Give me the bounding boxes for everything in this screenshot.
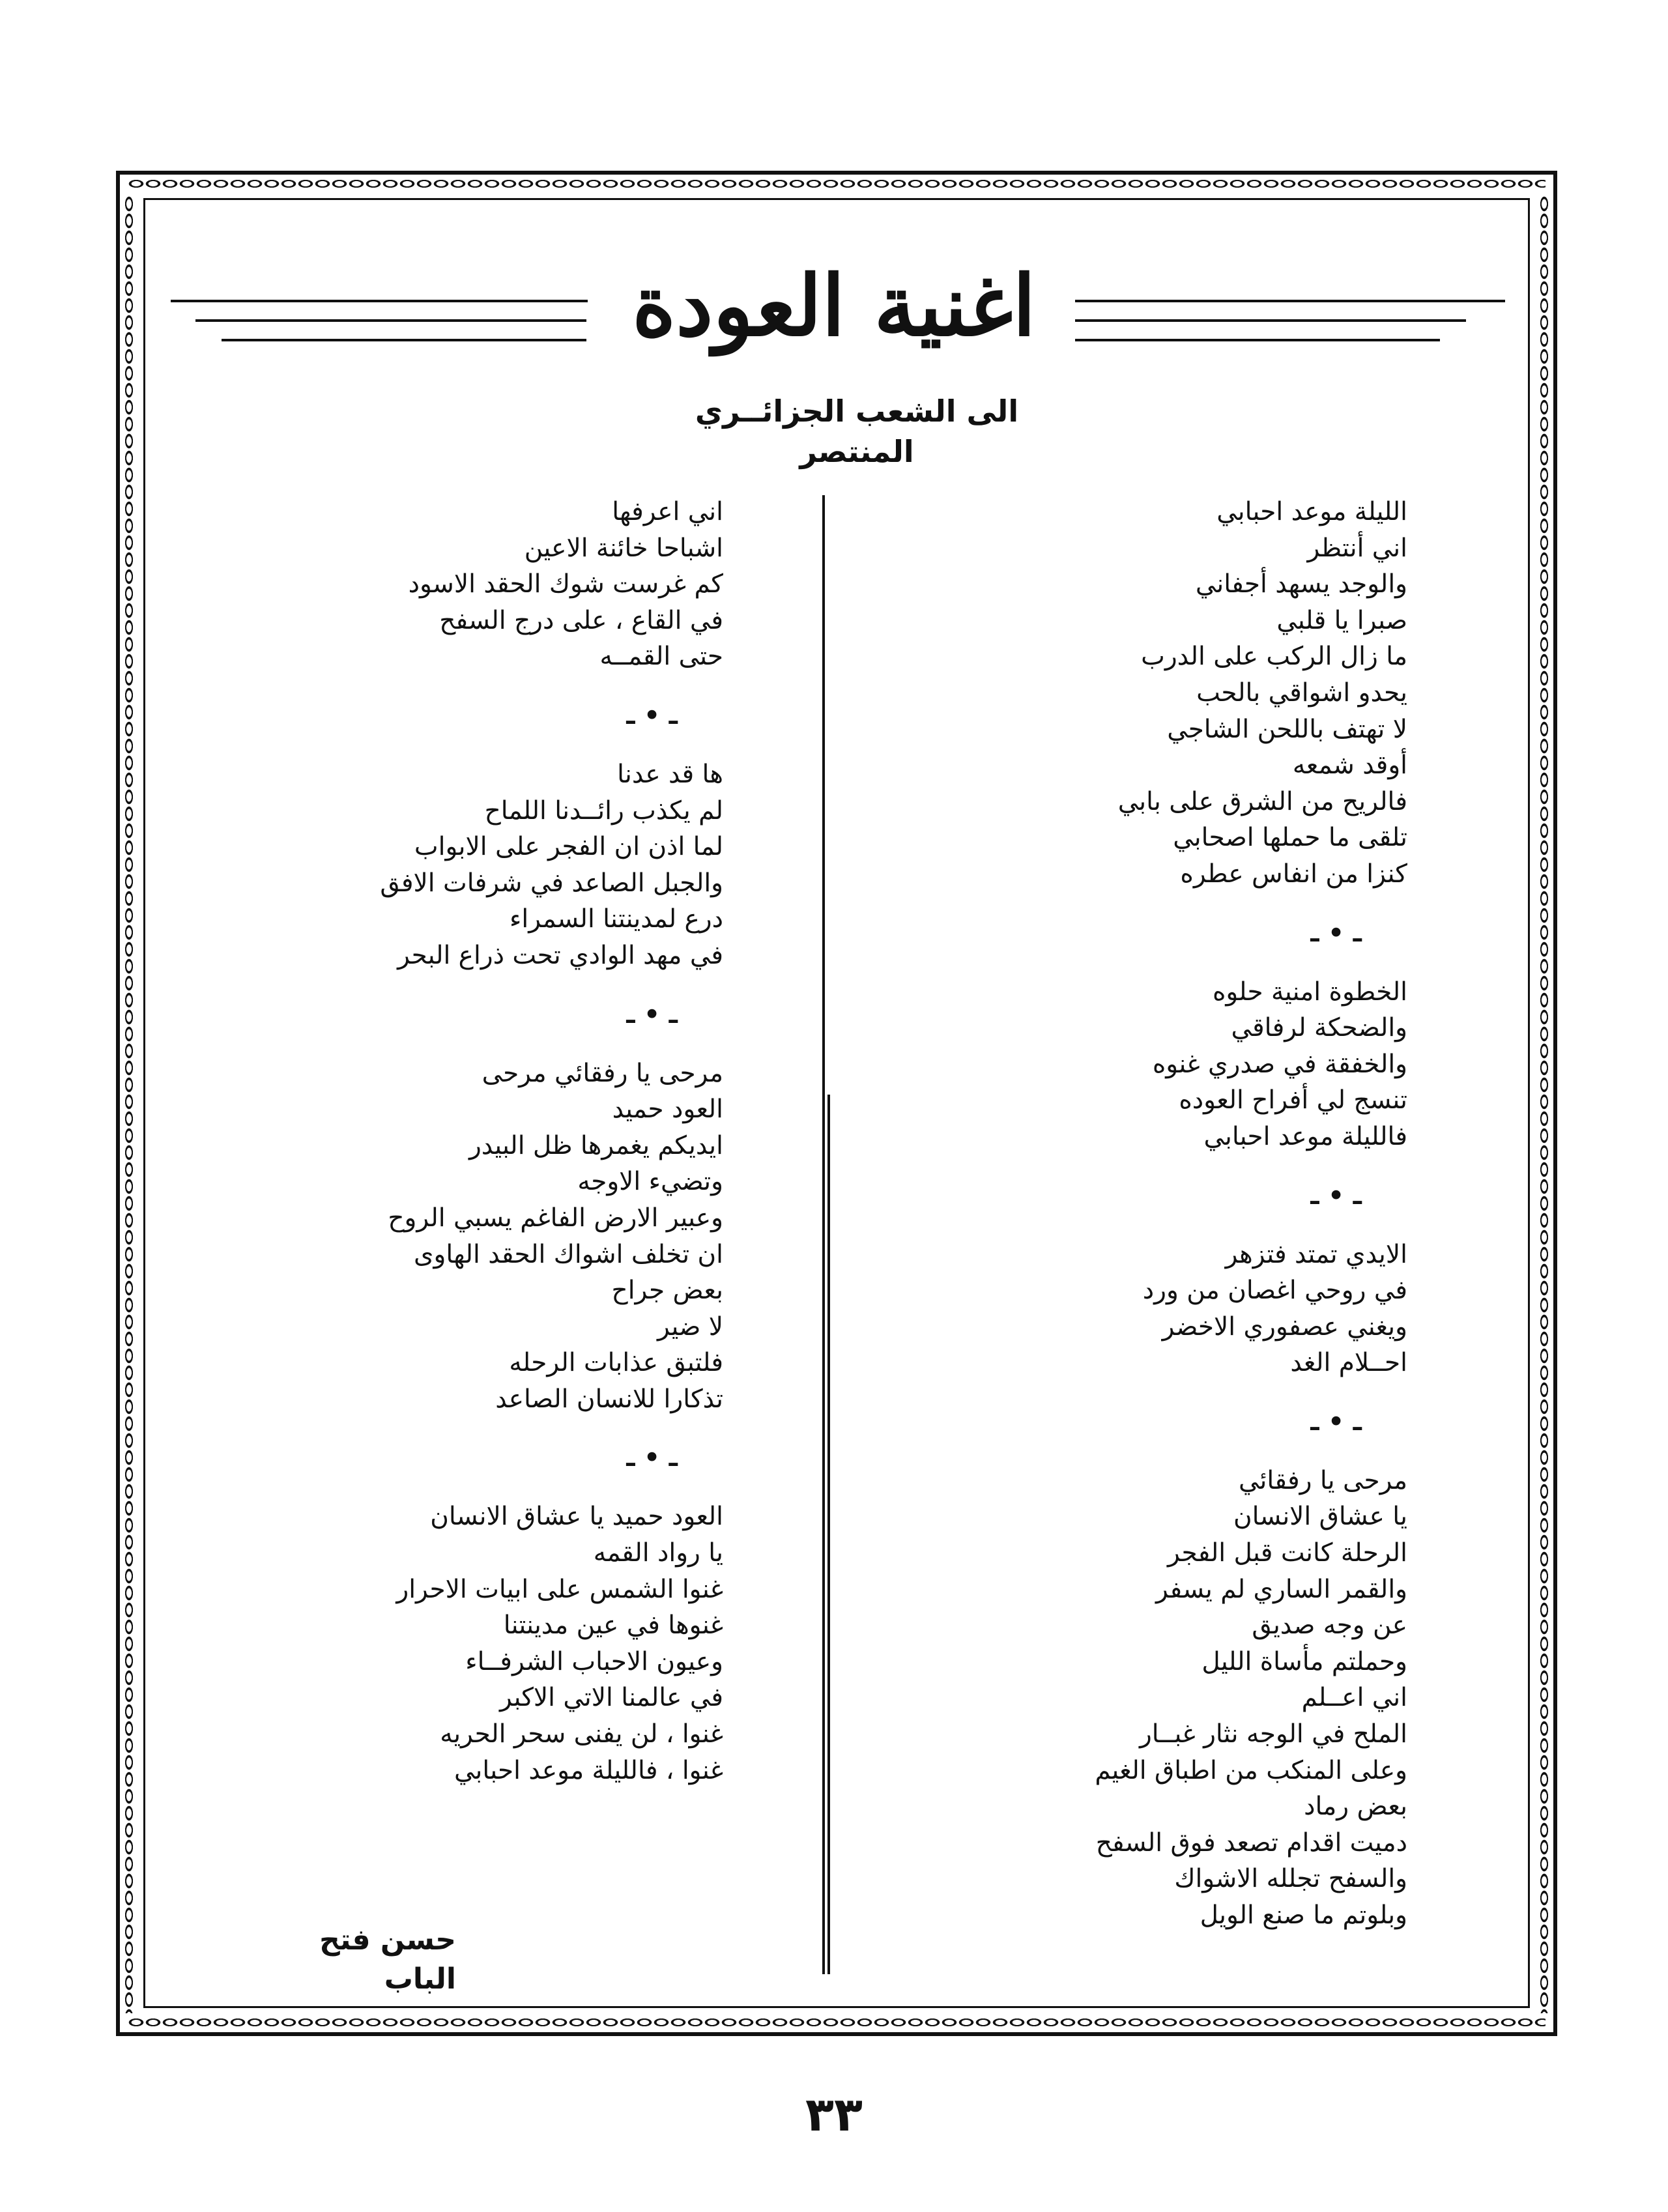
poem-column-right — [847, 494, 1407, 1934]
verse-line: في روحي اغصان من ورد — [1142, 1276, 1407, 1306]
stanza-separator: ـ • ـ — [626, 1443, 678, 1473]
verse-line: غنوا ، لن يفنى سحر الحريه — [440, 1719, 723, 1749]
border-chain-bottom — [128, 2015, 1546, 2030]
verse-line: غنوا ، فالليلة موعد احبابي — [454, 1755, 723, 1785]
verse-line: حتى القمــه — [599, 642, 723, 672]
verse-line: في عالمنا الاتي الاكبر — [500, 1683, 723, 1713]
verse-line: غنوا الشمس على ابيات الاحرار — [396, 1574, 723, 1604]
stanza — [847, 974, 1407, 1155]
verse-line: دميت اقدام تصعد فوق السفح — [1095, 1828, 1407, 1858]
verse-line: والقمر الساري لم يسفر — [1155, 1574, 1407, 1604]
verse-line: وعبير الارض الفاغم يسبي الروح — [388, 1203, 723, 1233]
verse-line: في القاع ، على درج السفح — [439, 605, 723, 635]
title-rule-left-3 — [222, 339, 586, 341]
verse-line: العود حميد — [612, 1095, 723, 1125]
verse-line: صبرا يا قلبي — [1276, 605, 1407, 635]
verse-line: الرحلة كانت قبل الفجر — [1167, 1538, 1407, 1568]
page-number: ٣٣ — [805, 2087, 863, 2142]
verse-line: مرحى يا رفقائي — [1238, 1465, 1407, 1495]
stanza — [261, 494, 723, 675]
verse-line: عن وجه صديق — [1252, 1611, 1407, 1641]
verse-line: ها قد عدنا — [617, 759, 723, 789]
stanza — [261, 756, 723, 974]
verse-line: فالليلة موعد احبابي — [1203, 1121, 1407, 1151]
verse-line: وعلى المنكب من اطباق الغيم — [1095, 1755, 1407, 1785]
stanza — [261, 1499, 723, 1788]
stanza — [847, 1237, 1407, 1381]
verse-line: اشباحا خائنة الاعين — [524, 533, 723, 563]
verse-line: وتضيء الاوجه — [577, 1167, 723, 1197]
verse-line: أوقد شمعه — [1292, 751, 1407, 781]
verse-line: والجبل الصاعد في شرفات الافق — [380, 868, 723, 898]
verse-line: ان تخلف اشواك الحقد الهاوى — [413, 1239, 723, 1269]
verse-line: ويغني عصفوري الاخضر — [1162, 1312, 1407, 1342]
verse-line: الليلة موعد احبابي — [1216, 497, 1407, 526]
verse-line: وحملتم مأساة الليل — [1201, 1646, 1407, 1676]
column-divider-2 — [827, 1095, 830, 1974]
verse-line: تلقى ما حملها اصحابي — [1173, 823, 1407, 853]
verse-line: لا ضير — [657, 1312, 723, 1342]
stanza-separator: ـ • ـ — [1310, 1407, 1362, 1437]
verse-line: يحدو اشواقي بالحب — [1196, 678, 1407, 708]
verse-line: والخفقة في صدري غنوه — [1152, 1049, 1407, 1079]
column-divider-1 — [822, 495, 825, 1974]
verse-line: وبلوتم ما صنع الويل — [1200, 1901, 1407, 1930]
verse-line: يا عشاق الانسان — [1233, 1502, 1407, 1532]
dedication: الى الشعب الجزائــري المنتصر — [695, 394, 1019, 469]
title-rule-left-1 — [171, 300, 588, 302]
border-chain-left — [121, 195, 137, 2013]
verse-line: كنزا من انفاس عطره — [1180, 859, 1407, 889]
author-name: حسن فتح الباب — [319, 1923, 456, 1996]
title-rule-right-3 — [1075, 339, 1440, 341]
verse-line: والوجد يسهد أجفاني — [1195, 569, 1407, 599]
verse-line: بعض جراح — [611, 1276, 723, 1306]
stanza-separator: ـ • ـ — [1310, 918, 1362, 948]
verse-line: وعيون الاحباب الشرفــاء — [465, 1646, 723, 1676]
verse-line: فلتبق عذابات الرحله — [509, 1348, 723, 1378]
border-chain-top — [128, 176, 1546, 192]
verse-line: بعض رماد — [1304, 1792, 1407, 1822]
stanza — [261, 1056, 723, 1418]
verse-line: كم غرست شوك الحقد الاسود — [408, 569, 723, 599]
title-rule-right-2 — [1075, 319, 1466, 322]
verse-line: لم يكذب رائــدنا اللماح — [484, 796, 723, 826]
verse-line: احــلام الغد — [1290, 1348, 1407, 1378]
verse-line: مرحى يا رفقائي مرحى — [482, 1058, 723, 1088]
verse-line: لما اذن ان الفجر على الابواب — [414, 832, 723, 862]
verse-line: الملح في الوجه نثار غبــار — [1139, 1719, 1407, 1749]
verse-line: والضحكة لرفاقي — [1231, 1013, 1407, 1043]
stanza — [847, 494, 1407, 893]
verse-line: ما زال الركب على الدرب — [1141, 642, 1407, 672]
verse-line: يا رواد القمه — [593, 1538, 723, 1568]
verse-line: درع لمدينتنا السمراء — [510, 904, 723, 934]
verse-line: اني اعرفها — [612, 497, 723, 526]
verse-line: اني أنتظر — [1307, 533, 1407, 563]
stanza-separator: ـ • ـ — [1310, 1181, 1362, 1211]
verse-line: الايدي تمتد فتزهر — [1225, 1239, 1407, 1269]
page-title: اغنية العودة — [632, 257, 1036, 355]
verse-line: اني اعــلم — [1301, 1683, 1407, 1713]
verse-line: غنوها في عين مدينتنا — [503, 1611, 723, 1641]
verse-line: تذكارا للانسان الصاعد — [495, 1384, 723, 1414]
verse-line: تنسج لي أفراح العوده — [1179, 1085, 1407, 1115]
title-rule-left-2 — [195, 319, 586, 322]
verse-line: في مهد الوادي تحت ذراع البحر — [397, 940, 723, 970]
verse-line: لا تهتف باللحن الشاجي — [1167, 714, 1407, 744]
stanza-separator: ـ • ـ — [626, 700, 678, 730]
stanza-separator: ـ • ـ — [626, 999, 678, 1029]
verse-line: ايديكم يغمرها ظل البيدر — [468, 1130, 723, 1160]
poem-column-left — [261, 494, 723, 1788]
border-chain-right — [1536, 195, 1552, 2013]
verse-line: العود حميد يا عشاق الانسان — [430, 1502, 723, 1532]
stanza — [847, 1463, 1407, 1934]
verse-line: الخطوة امنية حلوه — [1212, 977, 1407, 1007]
title-rule-right-1 — [1075, 300, 1505, 302]
verse-line: فالريح من الشرق على بابي — [1117, 786, 1407, 816]
verse-line: والسفح تجلله الاشواك — [1174, 1864, 1407, 1894]
